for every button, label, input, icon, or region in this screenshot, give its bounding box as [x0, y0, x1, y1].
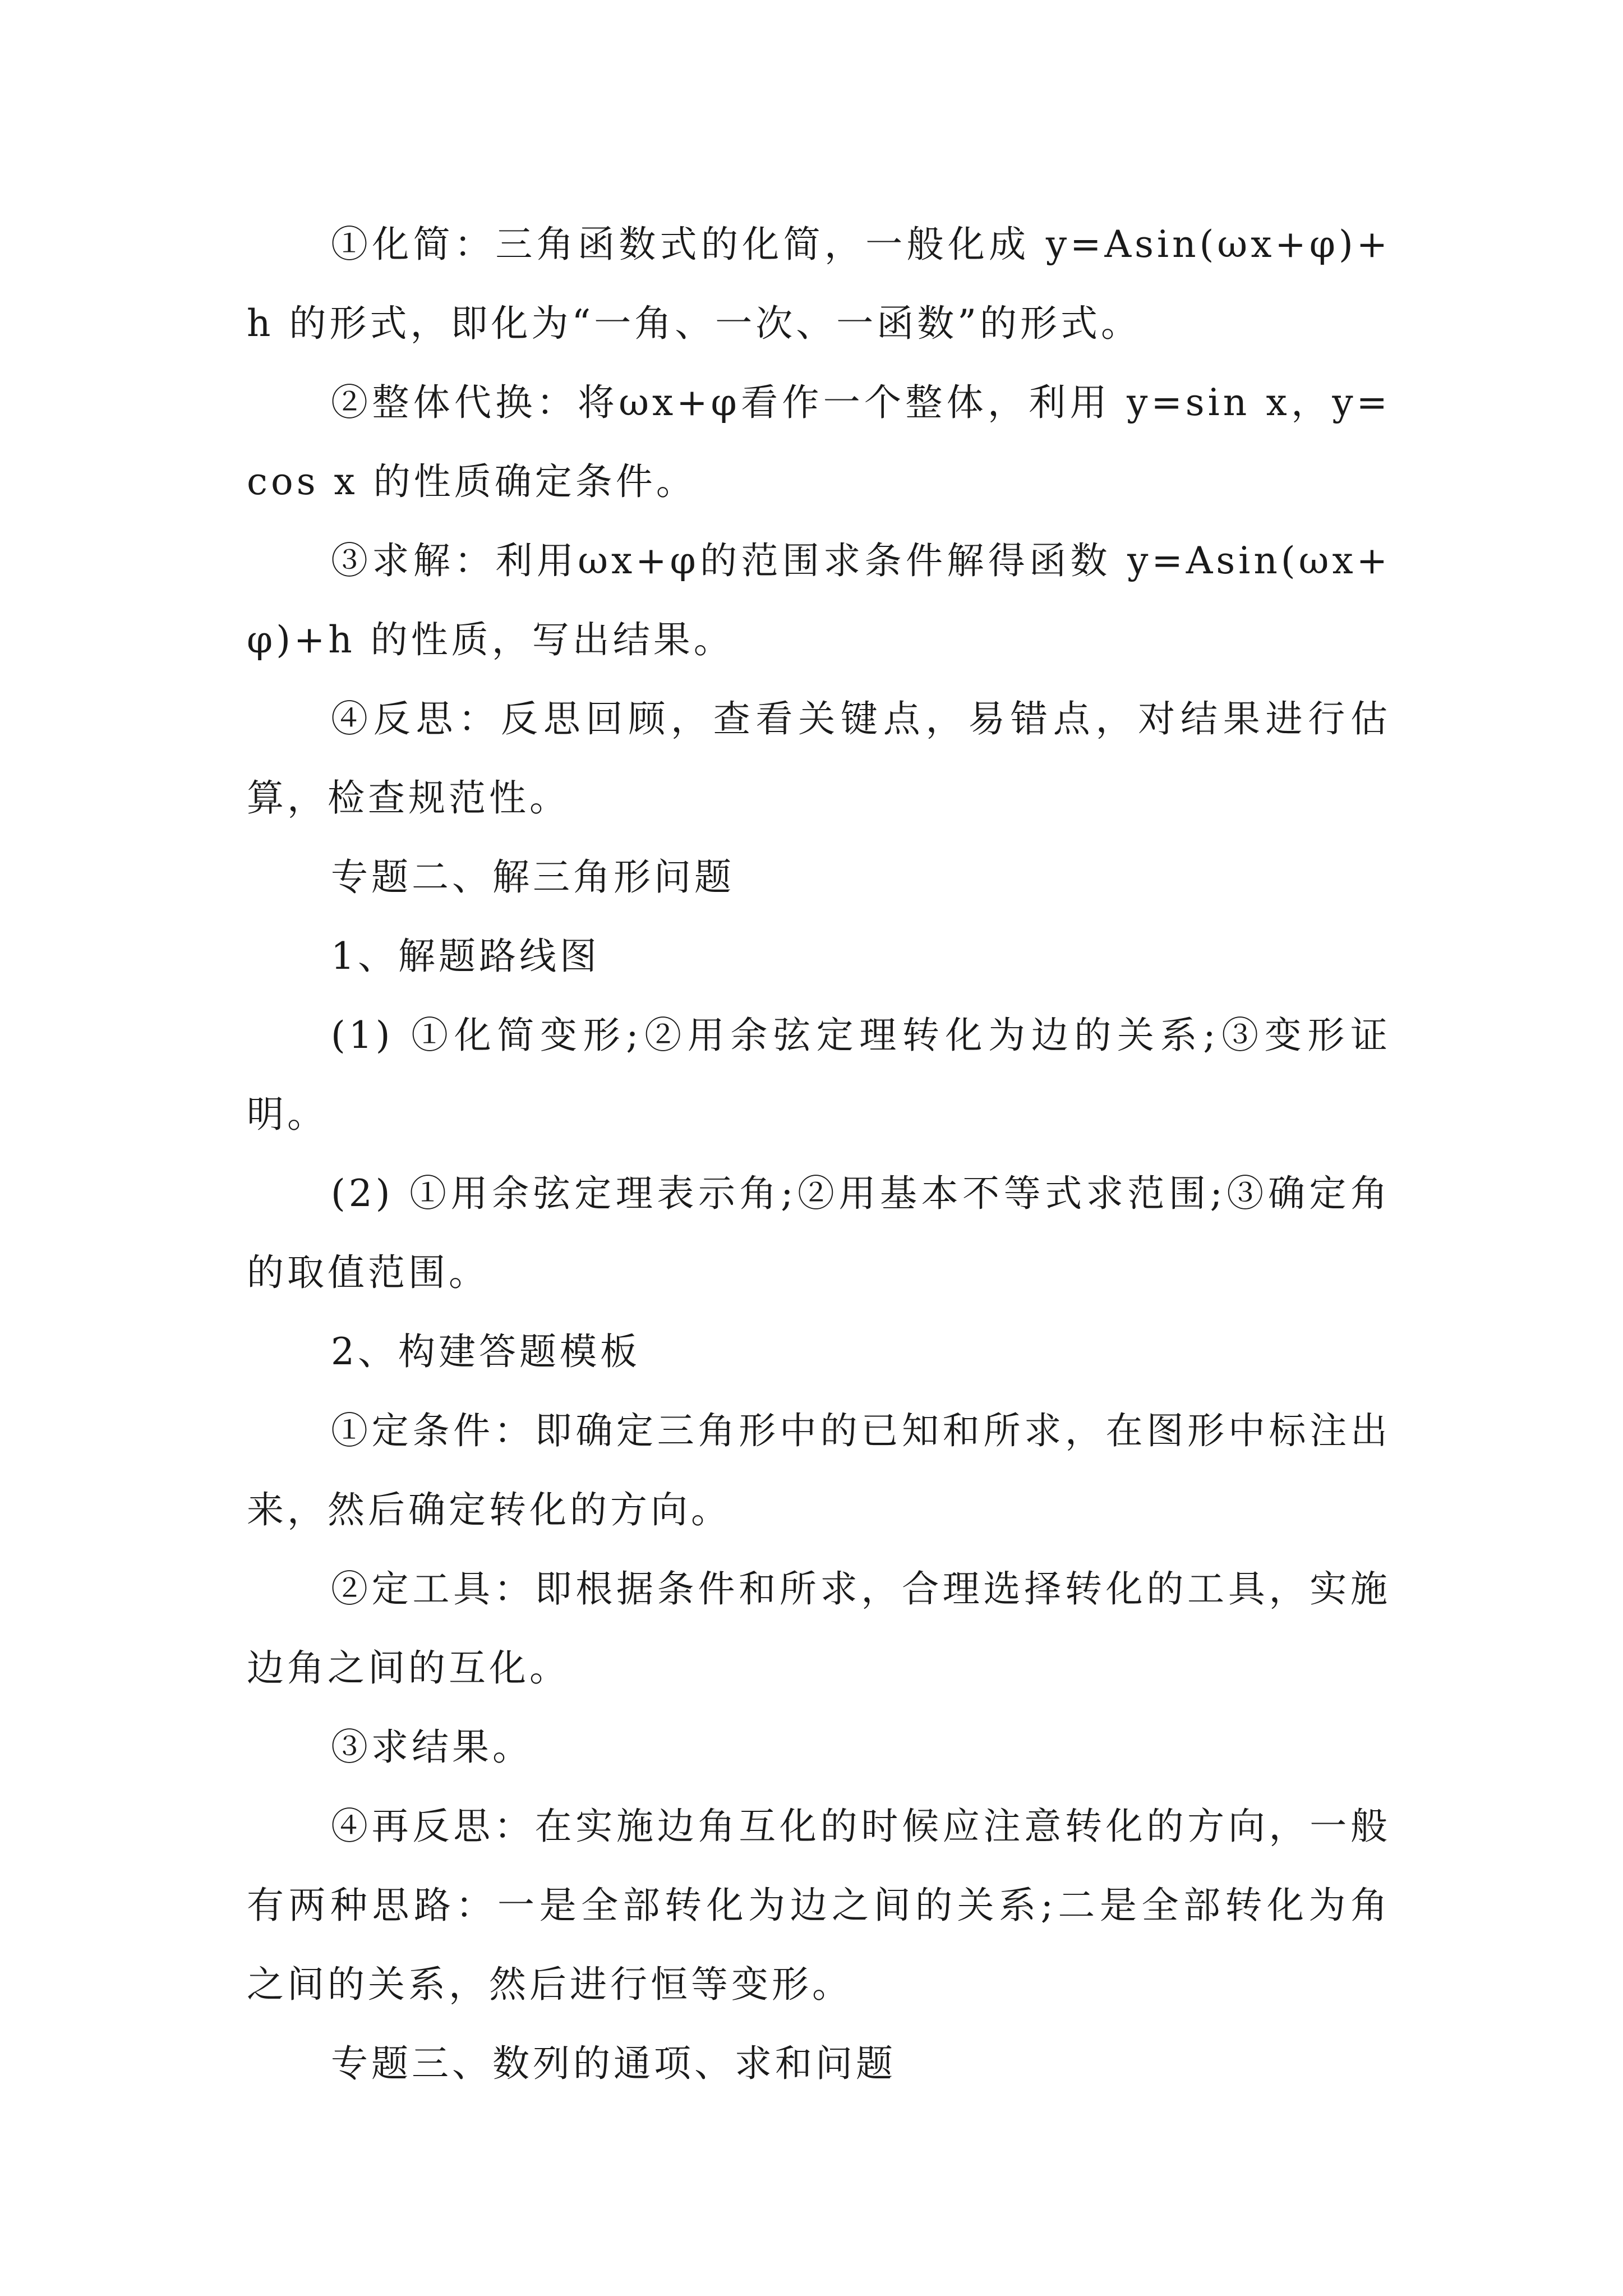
paragraph-route-2: (2) ①用余弦定理表示角;②用基本不等式求范围;③确定角的取值范围。	[247, 1172, 1391, 1294]
section-heading-topic-2: 专题二、解三角形问题	[331, 855, 735, 899]
document-page	[247, 205, 1391, 2103]
paragraph-find-result: ③求结果。	[331, 1726, 533, 1769]
subheading-route-map: 1、解题路线图	[331, 935, 600, 978]
paragraph-re-reflect: ④再反思：在实施边角互化的时候应注意转化的方向，一般有两种思路：一是全部转化为边之间的关系;二是全部转化为角之间的关系，然后进行恒等变形。	[247, 1805, 1391, 2006]
paragraph-reflect-step: ④反思：反思回顾，查看关键点，易错点，对结果进行估算，检查规范性。	[247, 697, 1391, 820]
paragraph-define-tools: ②定工具：即根据条件和所求，合理选择转化的工具，实施边角之间的互化。	[247, 1567, 1391, 1690]
paragraph-simplify-step: ①化简：三角函数式的化简，一般化成 y=Asin(ωx+φ)+h 的形式，即化为“一角、一次、一函数”的形式。	[247, 223, 1391, 345]
paragraph-route-1: (1) ①化简变形;②用余弦定理转化为边的关系;③变形证明。	[247, 1014, 1391, 1136]
subheading-answer-template: 2、构建答题模板	[331, 1330, 640, 1373]
paragraph-solve-step: ③求解：利用ωx+φ的范围求条件解得函数 y=Asin(ωx+φ)+h 的性质，写出结果。	[247, 539, 1391, 661]
section-heading-topic-3: 专题三、数列的通项、求和问题	[331, 2042, 896, 2085]
paragraph-substitution-step: ②整体代换：将ωx+φ看作一个整体，利用 y=sin x，y=cos x 的性质确定条件。	[247, 381, 1391, 503]
paragraph-define-conditions: ①定条件：即确定三角形中的已知和所求，在图形中标注出来，然后确定转化的方向。	[247, 1409, 1391, 1531]
